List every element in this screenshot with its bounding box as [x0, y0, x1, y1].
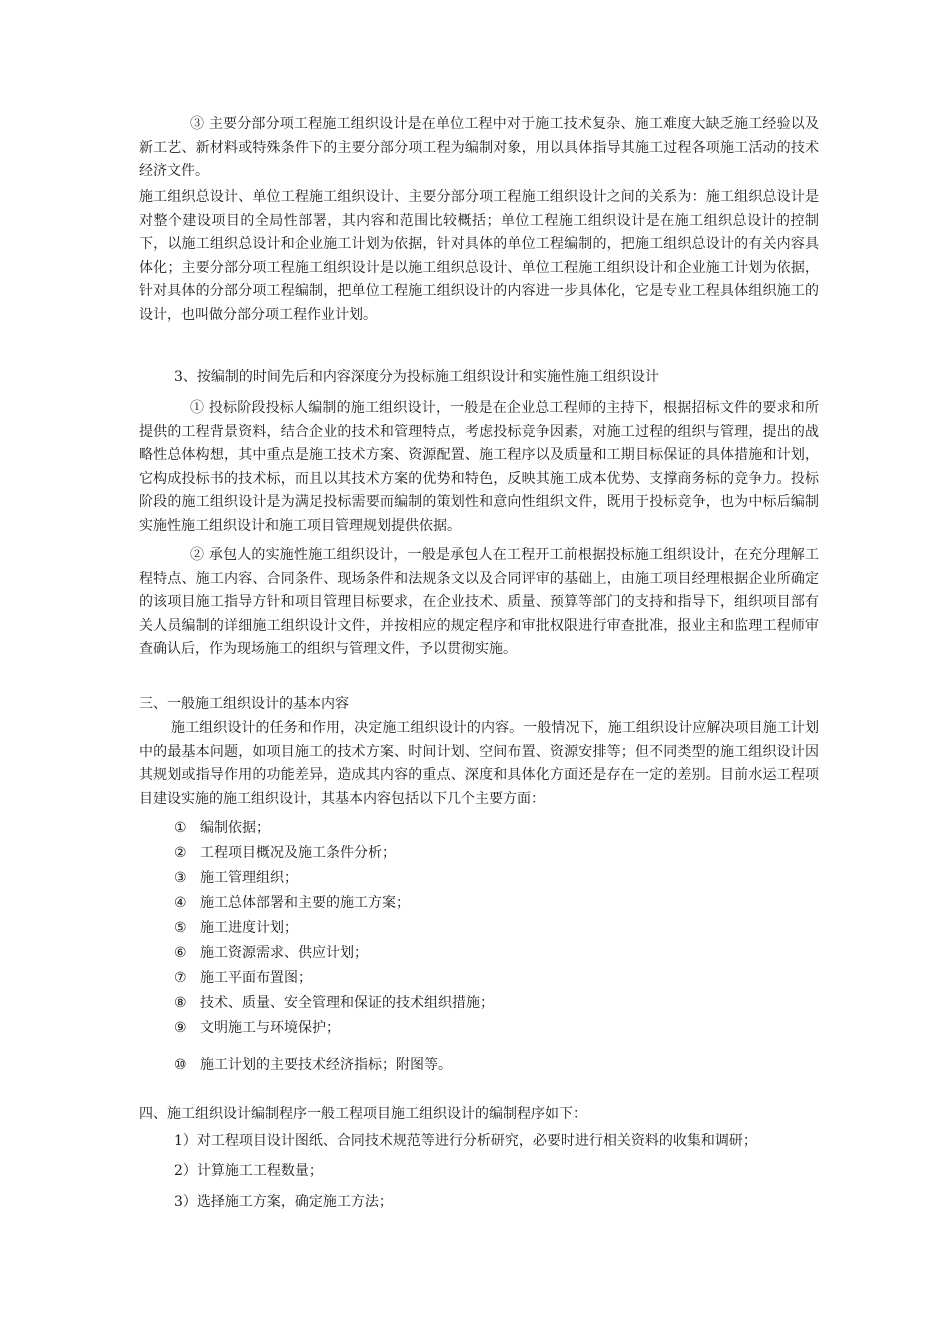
- procedure-step: 2）计算施工工程数量；: [174, 1163, 323, 1179]
- paragraph-relationship: 施工组织总设计、单位工程施工组织设计、主要分部分项工程施工组织设计之间的关系为：施工组织总设计是对整个建设项目的全局性部署，其内容和范围比较概括；单位工程施工组织设计是在施工组织总设计的控制下，以施工组织总设计和企业施工计划为依据，针对具体的单位工程编制的，把施工组织总设计的有关内容具体化；主要分部分项工程施工组织设计是以施工组织总设计、单位工程施工组织设计和企业施工计划为依据，针对具体的分部分项工程编制，把单位工程施工组织设计的内容进一步具体化，它是专业工程具体组织施工的设计，也叫做分部分项工程作业计划。: [139, 189, 819, 323]
- list-item: ⑩ 施工计划的主要技术经济指标；附图等。: [174, 1057, 452, 1073]
- list-item: ③ 施工管理组织；: [174, 870, 298, 886]
- list-item: ④ 施工总体部署和主要的施工方案；: [174, 895, 410, 911]
- list-item: ⑤ 施工进度计划；: [174, 920, 298, 936]
- list-item: ⑦ 施工平面布置图；: [174, 970, 312, 986]
- list-item: ⑨ 文明施工与环境保护；: [174, 1020, 340, 1036]
- list-item: ⑧ 技术、质量、安全管理和保证的技术组织措施；: [174, 995, 494, 1011]
- procedure-step: 1）对工程项目设计图纸、合同技术规范等进行分析研究，必要时进行相关资料的收集和调研；: [174, 1133, 757, 1149]
- paragraph-bid-design: ① 投标阶段投标人编制的施工组织设计，一般是在企业总工程师的主持下，根据招标文件的要求和所提供的工程背景资料，结合企业的技术和管理特点，考虑投标竞争因素，对施工过程的组织与管理，提出的战略性总体构想，其中重点是施工技术方案、资源配置、施工程序以及质量和工期目标保证的具体措施和计划，它构成投标书的技术标，而且以其技术方案的优势和特色，反映其施工成本优势、支撑商务标的竞争力。投标阶段的施工组织设计是为满足投标需要而编制的策划性和意向性组织文件，既用于投标竞争，也为中标后编制实施性施工组织设计和施工项目管理规划提供依据。: [139, 400, 819, 534]
- list-item: ② 工程项目概况及施工条件分析；: [174, 845, 396, 861]
- procedure-step: 3）选择施工方案，确定施工方法；: [174, 1194, 393, 1210]
- paragraph-basic-content-intro: 施工组织设计的任务和作用，决定施工组织设计的内容。一般情况下，施工组织设计应解决项目施工计划中的最基本问题，如项目施工的技术方案、时间计划、空间布置、资源安排等；但不同类型的施工组织设计因其规划或指导作用的功能差异，造成其内容的重点、深度和具体化方面还是存在一定的差别。目前水运工程项目建设实施的施工组织设计，其基本内容包括以下几个主要方面：: [139, 720, 819, 807]
- list-item: ① 编制依据；: [174, 820, 270, 836]
- heading-category-3: 3、按编制的时间先后和内容深度分为投标施工组织设计和实施性施工组织设计: [174, 369, 659, 385]
- paragraph-sub-item-3: ③ 主要分部分项工程施工组织设计是在单位工程中对于施工技术复杂、施工难度大缺乏施工经验以及新工艺、新材料或特殊条件下的主要分部分项工程为编制对象，用以具体指导其施工过程各项施工活动的技术经济文件。: [139, 116, 819, 179]
- list-item: ⑥ 施工资源需求、供应计划；: [174, 945, 368, 961]
- section-title-preparation-procedure: 四、施工组织设计编制程序一般工程项目施工组织设计的编制程序如下：: [139, 1106, 587, 1122]
- paragraph-implementation-design: ② 承包人的实施性施工组织设计，一般是承包人在工程开工前根据投标施工组织设计，在充分理解工程特点、施工内容、合同条件、现场条件和法规条文以及合同评审的基础上，由施工项目经理根据企业所确定的该项目施工指导方针和项目管理目标要求，在企业技术、质量、预算等部门的支持和指导下，组织项目部有关人员编制的详细施工组织设计文件，并按相应的规定程序和审批权限进行审查批准，报业主和监理工程师审查确认后，作为现场施工的组织与管理文件，予以贯彻实施。: [139, 547, 819, 657]
- section-title-basic-content: 三、一般施工组织设计的基本内容: [139, 696, 349, 712]
